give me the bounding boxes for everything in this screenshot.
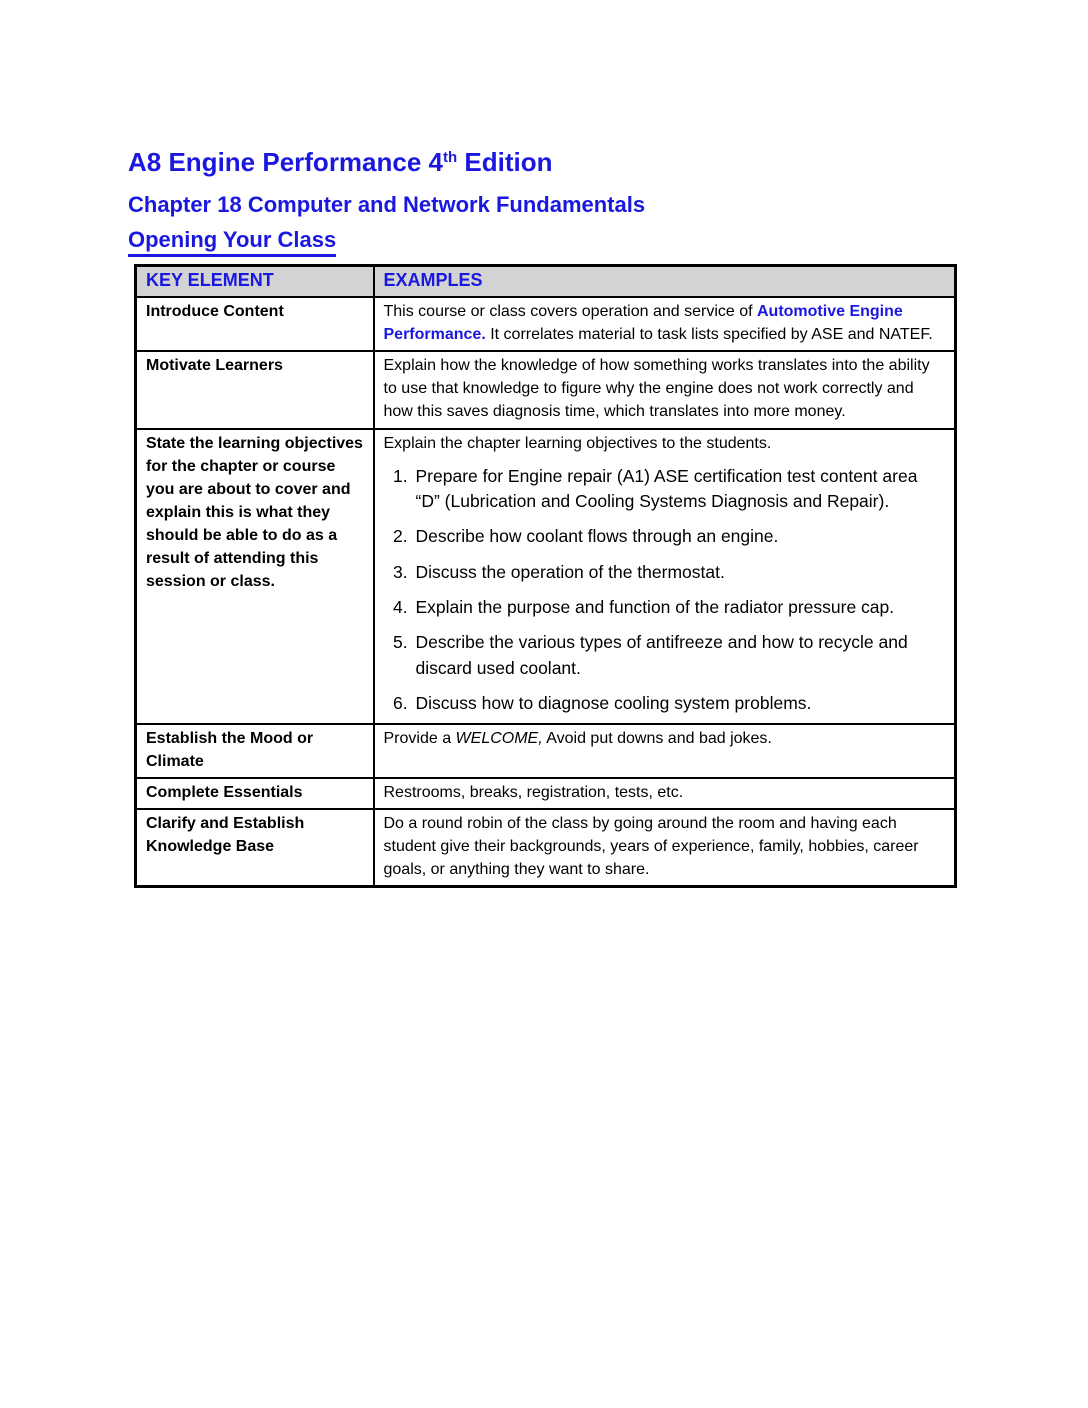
text-segment: Avoid put downs and bad jokes.	[542, 729, 772, 747]
key-element-cell: Complete Essentials	[136, 778, 374, 809]
column-header-key-element: KEY ELEMENT	[136, 265, 374, 297]
text-segment: This course or class covers operation and service of	[383, 303, 757, 321]
key-element-table	[134, 264, 957, 888]
text-segment: Provide a	[383, 729, 456, 747]
section-heading-text: Opening Your Class	[128, 227, 336, 257]
text-segment-italic: WELCOME,	[455, 729, 543, 747]
objectives-list-item: 3. Discuss the operation of the thermostat.	[413, 560, 946, 585]
column-header-examples: EXAMPLES	[374, 265, 956, 297]
examples-paragraph	[384, 432, 946, 455]
text-segment: Explain how the knowledge of how something works translates into the ability to use that knowledge to figure why the engine does not work correctly and how this saves diagnosis time, which translates into more money.	[383, 357, 930, 421]
table-row	[136, 809, 956, 887]
objectives-list-item: 2. Describe how coolant flows through an engine.	[413, 524, 946, 549]
table-header-row	[136, 265, 956, 297]
objectives-list-item: 4. Explain the purpose and function of the radiator pressure cap.	[413, 595, 946, 620]
key-element-cell: Clarify and Establish Knowledge Base	[136, 809, 374, 887]
key-element-cell: Establish the Mood or Climate	[136, 724, 374, 778]
table-row	[136, 724, 956, 778]
objectives-list-item: 5. Describe the various types of antifreeze and how to recycle and discard used coolant.	[413, 630, 946, 681]
examples-cell	[374, 778, 956, 809]
document-title-text: A8 Engine Performance 4	[128, 147, 443, 177]
text-segment: It correlates material to task lists specified by ASE and NATEF.	[485, 326, 933, 344]
examples-cell	[374, 809, 956, 887]
text-segment: Explain the chapter learning objectives to the students.	[383, 434, 772, 452]
key-element-cell: State the learning objectives for the chapter or course you are about to cover and explain this is what they should be able to do as a result of attending this session or class.	[136, 429, 374, 724]
table-row	[136, 778, 956, 809]
section-heading	[128, 227, 960, 257]
document-title-superscript: th	[443, 149, 458, 166]
key-element-cell: Motivate Learners	[136, 351, 374, 428]
objectives-list-item: 6. Discuss how to diagnose cooling system problems.	[413, 691, 946, 716]
table-row	[136, 351, 956, 428]
chapter-heading: Chapter 18 Computer and Network Fundamentals	[128, 192, 646, 218]
examples-paragraph	[384, 812, 946, 881]
text-segment: Do a round robin of the class by going around the room and having each student give their backgrounds, years of experience, family, hobbies, career goals, or anything they want to share.	[383, 814, 919, 878]
document-title-suffix: Edition	[457, 147, 553, 177]
key-element-cell: Introduce Content	[136, 297, 374, 351]
examples-paragraph	[384, 781, 946, 804]
table-row	[136, 297, 956, 351]
document-title	[128, 147, 960, 178]
examples-paragraph	[384, 727, 946, 750]
examples-cell	[374, 351, 956, 428]
text-segment: Restrooms, breaks, registration, tests, etc.	[383, 783, 684, 801]
objectives-list	[384, 464, 946, 717]
examples-paragraph	[384, 300, 946, 346]
table-row	[136, 429, 956, 724]
table-body	[136, 297, 956, 886]
objectives-list-item: 1. Prepare for Engine repair (A1) ASE certification test content area “D” (Lubrication and Cooling Systems Diagnosis and Repair).	[413, 464, 946, 515]
examples-cell	[374, 429, 956, 724]
text-segment-blue-bold: Automotive Engine Performance.	[383, 303, 903, 344]
examples-paragraph	[384, 354, 946, 423]
examples-cell	[374, 297, 956, 351]
examples-cell	[374, 724, 956, 778]
